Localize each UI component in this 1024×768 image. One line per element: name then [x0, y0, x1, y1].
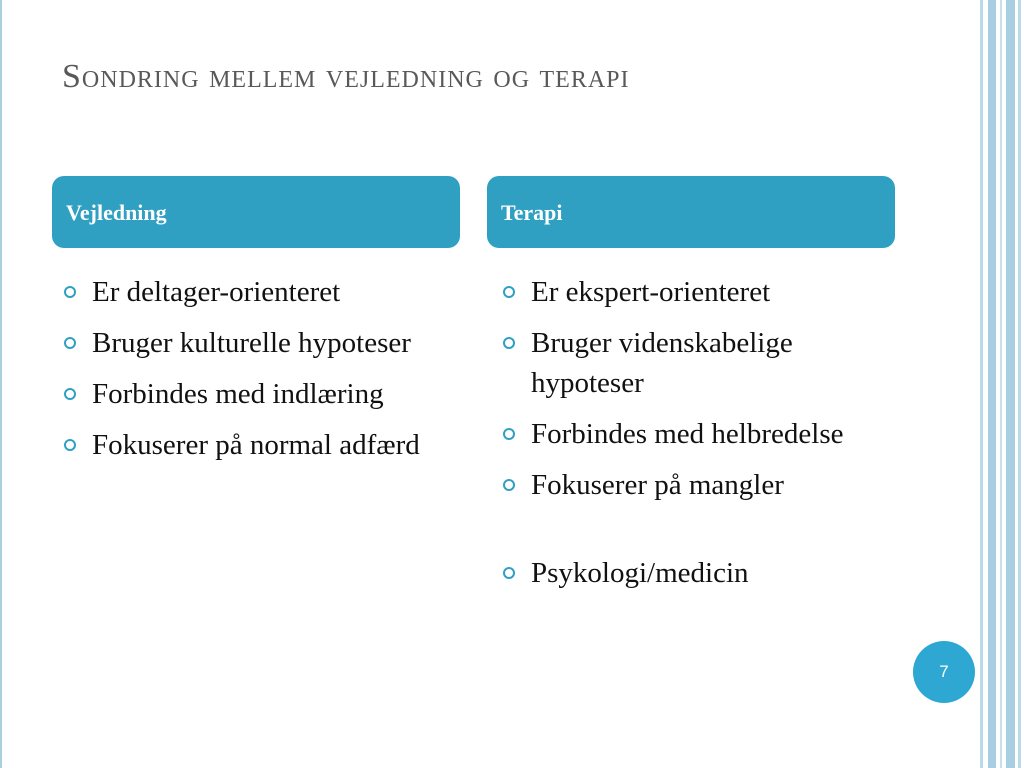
slide-title: Sondring mellem vejledning og terapi	[62, 58, 630, 95]
column-header-vejledning	[52, 176, 460, 248]
list-item-text: Fokuserer på mangler	[531, 469, 784, 501]
list-item-text: Bruger videnskabelige hypoteser	[531, 327, 793, 399]
list-item-text: Forbindes med indlæring	[92, 378, 384, 410]
bullet-icon	[503, 286, 515, 298]
left-border-line	[0, 0, 2, 768]
bullet-icon	[503, 337, 515, 349]
list-item	[503, 465, 903, 505]
list-item-text: Er deltager-orienteret	[92, 276, 341, 308]
list-item	[64, 425, 454, 465]
list-item-text: Forbindes med helbredelse	[531, 418, 844, 450]
list-item	[64, 323, 454, 363]
list-item-text: Bruger kulturelle hypoteser	[92, 327, 411, 359]
list-item	[64, 374, 454, 414]
terapi-list	[503, 272, 903, 604]
vejledning-list	[64, 272, 454, 476]
list-item-text: Psykologi/medicin	[531, 557, 749, 589]
column-header-label: Terapi	[501, 200, 563, 225]
list-item	[503, 323, 903, 403]
bullet-icon	[64, 388, 76, 400]
bullet-icon	[503, 428, 515, 440]
page-number-badge: 7	[913, 641, 975, 703]
column-header-label: Vejledning	[66, 200, 167, 225]
list-item-text: Fokuserer på normal adfærd	[92, 429, 420, 461]
bullet-icon	[64, 439, 76, 451]
list-item	[64, 272, 454, 312]
list-item-text: Er ekspert-orienteret	[531, 276, 771, 308]
decorative-stripes	[976, 0, 1024, 768]
list-item	[503, 414, 903, 454]
column-header-terapi	[487, 176, 895, 248]
bullet-icon	[64, 337, 76, 349]
bullet-icon	[503, 567, 515, 579]
bullet-icon	[64, 286, 76, 298]
bullet-icon	[503, 479, 515, 491]
list-item	[503, 553, 903, 593]
list-item	[503, 272, 903, 312]
